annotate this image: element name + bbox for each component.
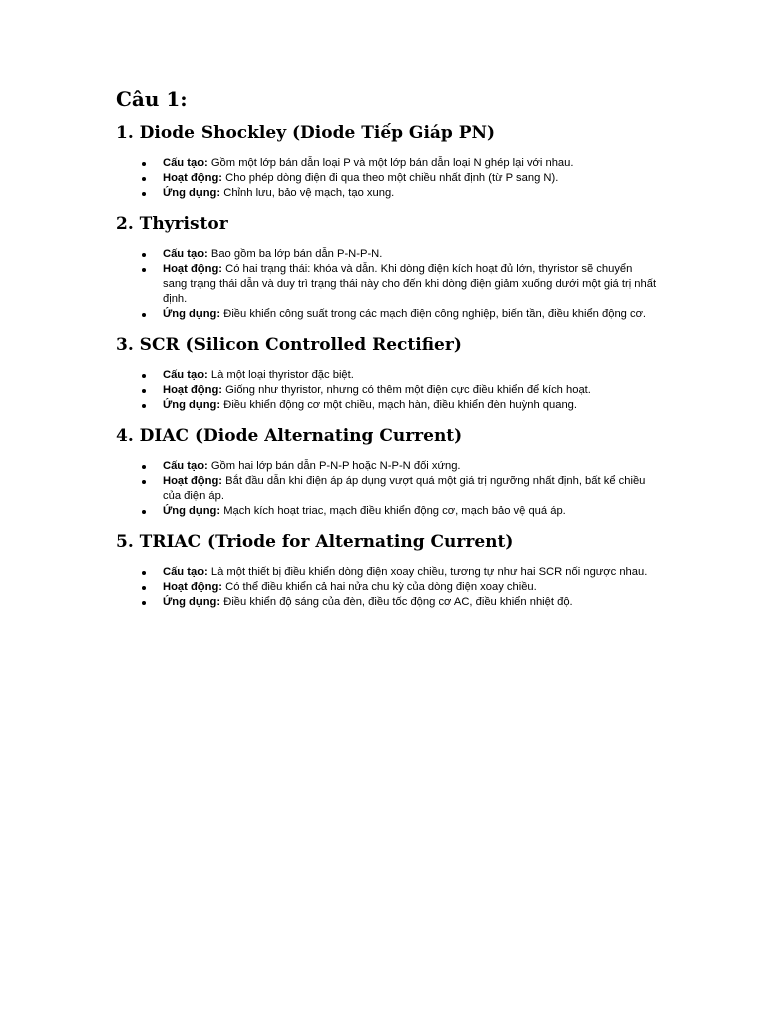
bullet-icon xyxy=(142,162,146,166)
list-item xyxy=(116,504,658,519)
item-label: Ứng dụng: xyxy=(163,596,221,608)
section-diode-shockley xyxy=(116,122,658,201)
bullet-icon xyxy=(142,586,146,590)
list-item xyxy=(116,595,658,610)
item-text: Có thể điều khiển cả hai nửa chu kỳ của dòng điện xoay chiều. xyxy=(222,581,537,593)
section-triac xyxy=(116,531,658,610)
item-text: Giống như thyristor, nhưng có thêm một điện cực điều khiển để kích hoạt. xyxy=(222,384,591,396)
item-text: Là một loại thyristor đặc biệt. xyxy=(207,369,354,381)
item-label: Cấu tạo: xyxy=(163,157,208,169)
item-label: Ứng dụng: xyxy=(163,308,221,320)
item-label: Hoạt động: xyxy=(163,263,223,275)
section-heading: 5. TRIAC (Triode for Alternating Current) xyxy=(116,532,514,552)
item-label: Hoạt động: xyxy=(163,475,223,487)
section-diac xyxy=(116,425,658,519)
bullet-icon xyxy=(142,571,146,575)
list-item xyxy=(116,307,658,322)
page-title: Câu 1: xyxy=(116,87,188,111)
bullet-list xyxy=(116,368,658,413)
bullet-list xyxy=(116,565,658,610)
list-item xyxy=(116,368,658,383)
list-item xyxy=(116,186,658,201)
bullet-icon xyxy=(142,389,146,393)
bullet-list xyxy=(116,156,658,201)
section-scr xyxy=(116,334,658,413)
item-text: Có hai trạng thái: khóa và dẫn. Khi dòng điện kích hoạt đủ lớn, thyristor sẽ chuyển sang trạng thái dẫn và duy trì trạng thái này cho đến khi dòng điện giảm xuống dưới một giá trị nhất định. xyxy=(163,263,657,305)
bullet-icon xyxy=(142,177,146,181)
bullet-icon xyxy=(142,313,146,317)
item-label: Cấu tạo: xyxy=(163,566,208,578)
item-label: Hoạt động: xyxy=(163,384,223,396)
list-item xyxy=(116,565,658,580)
list-item xyxy=(116,171,658,186)
item-label: Ứng dụng: xyxy=(163,399,221,411)
item-label: Cấu tạo: xyxy=(163,369,208,381)
section-heading: 2. Thyristor xyxy=(116,214,228,234)
bullet-icon xyxy=(142,253,146,257)
list-item xyxy=(116,156,658,171)
section-thyristor xyxy=(116,213,658,322)
item-text: Điều khiển động cơ một chiều, mạch hàn, điều khiển đèn huỳnh quang. xyxy=(220,399,577,411)
item-text: Điều khiển công suất trong các mạch điện công nghiệp, biến tần, điều khiển động cơ. xyxy=(220,308,647,320)
item-text: Bao gồm ba lớp bán dẫn P-N-P-N. xyxy=(207,248,383,260)
bullet-icon xyxy=(142,404,146,408)
item-text: Cho phép dòng điện đi qua theo một chiều nhất định (từ P sang N). xyxy=(222,172,559,184)
list-item xyxy=(116,580,658,595)
bullet-icon xyxy=(142,268,146,272)
item-label: Hoạt động: xyxy=(163,581,223,593)
item-text: Gồm hai lớp bán dẫn P-N-P hoặc N-P-N đối xứng. xyxy=(207,460,461,472)
item-text: Điều khiển độ sáng của đèn, điều tốc động cơ AC, điều khiển nhiệt độ. xyxy=(220,596,573,608)
bullet-icon xyxy=(142,510,146,514)
item-label: Hoạt động: xyxy=(163,172,223,184)
list-item xyxy=(116,262,658,307)
item-label: Ứng dụng: xyxy=(163,505,221,517)
item-text: Chỉnh lưu, bảo vệ mạch, tạo xung. xyxy=(220,187,395,199)
section-heading: 3. SCR (Silicon Controlled Rectifier) xyxy=(116,335,462,355)
item-text: Bắt đầu dẫn khi điện áp áp dụng vượt quá một giá trị ngưỡng nhất định, bất kể chiều của điện áp. xyxy=(163,475,646,502)
list-item xyxy=(116,398,658,413)
item-text: Là một thiết bị điều khiển dòng điện xoay chiều, tương tự như hai SCR nối ngược nhau. xyxy=(207,566,648,578)
section-heading: 4. DIAC (Diode Alternating Current) xyxy=(116,426,463,446)
section-heading: 1. Diode Shockley (Diode Tiếp Giáp PN) xyxy=(116,123,496,143)
bullet-icon xyxy=(142,480,146,484)
bullet-icon xyxy=(142,192,146,196)
bullet-list xyxy=(116,459,658,519)
bullet-icon xyxy=(142,374,146,378)
item-text: Mạch kích hoạt triac, mạch điều khiển động cơ, mạch bảo vệ quá áp. xyxy=(220,505,566,517)
item-label: Cấu tạo: xyxy=(163,248,208,260)
list-item xyxy=(116,459,658,474)
list-item xyxy=(116,474,658,504)
item-label: Cấu tạo: xyxy=(163,460,208,472)
bullet-list xyxy=(116,247,658,322)
item-label: Ứng dụng: xyxy=(163,187,221,199)
item-text: Gồm một lớp bán dẫn loại P và một lớp bán dẫn loại N ghép lại với nhau. xyxy=(207,157,574,169)
bullet-icon xyxy=(142,601,146,605)
list-item xyxy=(116,383,658,398)
bullet-icon xyxy=(142,465,146,469)
list-item xyxy=(116,247,658,262)
